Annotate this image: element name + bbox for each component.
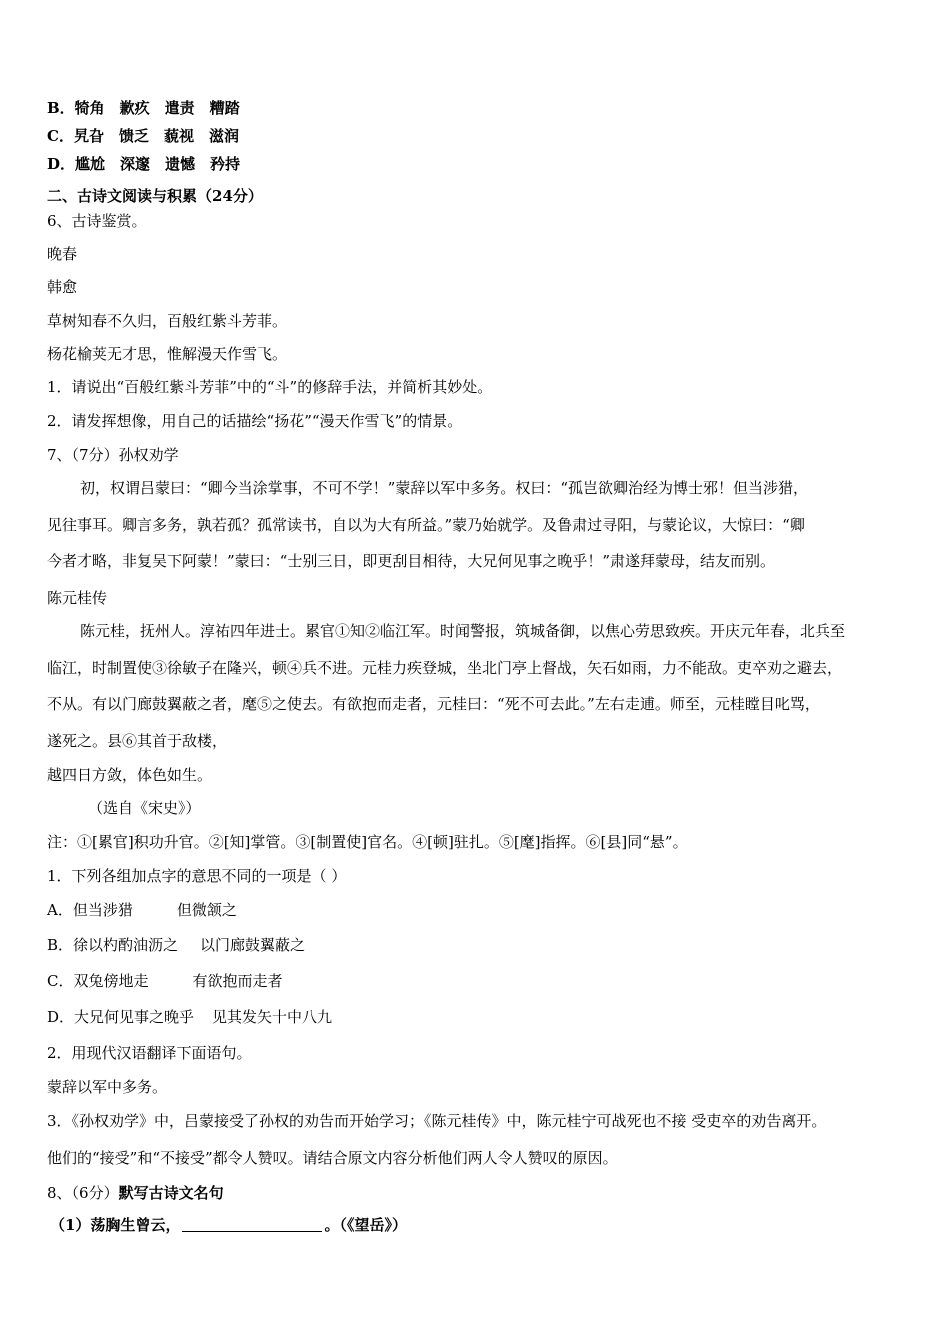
choice-d: [47, 1007, 332, 1027]
poem-author: 韩愈: [47, 278, 78, 296]
q7-question-1: 1．下列各组加点字的意思不同的一项是（ ）: [47, 867, 347, 885]
choice-c: [47, 971, 283, 991]
q8-item-1-before: （1）荡胸生曾云，: [50, 1216, 181, 1234]
passage-line: 临江，时制置使③徐敏子在隆兴，顿④兵不进。元桂力疾登城，坐北门亭上督战，矢石如雨，力不能敌。吏卒劝之避去，: [47, 659, 843, 677]
option-d-line: D．尴尬 深邃 遗憾 矜持: [47, 155, 241, 173]
q8-item-1-after: 。（《望岳》）: [324, 1216, 407, 1234]
choice-a: [47, 900, 237, 920]
passage-line: 初，权谓吕蒙曰：“卿今当涂掌事，不可不学！”蒙辞以军中多务。权曰：“孤岂欲卿治经为博士邪！但当涉猎，: [80, 479, 809, 497]
choice-c-text2: 有欲抱而走者: [192, 972, 283, 990]
q6-question: 2．请发挥想像，用自己的话描绘“扬花”“漫天作雪飞”的情景。: [47, 412, 463, 430]
q7-question-2-sentence: 蒙辞以军中多务。: [47, 1078, 168, 1096]
answer-blank[interactable]: [182, 1217, 322, 1232]
passage-line: 遂死之。县⑥其首于敌楼，: [47, 732, 228, 750]
poem-line: 杨花榆荚无才思，惟解漫天作雪飞。: [47, 345, 288, 363]
q8-label: [47, 1183, 224, 1203]
q8-item-1: [50, 1215, 407, 1235]
q7-question-3: 3．《孙权劝学》中，吕蒙接受了孙权的劝告而开始学习；《陈元桂传》中，陈元桂宁可战死也不接 受吏卒的劝告离开。: [47, 1112, 827, 1130]
passage-notes: 注：①[累官]积功升官。②[知]掌管。③[制置使]官名。④[顿]驻扎。⑤[麾]指挥。⑥[县]同“悬”。: [47, 833, 688, 851]
q7-question-2: 2．用现代汉语翻译下面语句。: [47, 1044, 252, 1062]
passage-line: 越四日方敛，体色如生。: [47, 766, 213, 784]
choice-b-text: B．徐以杓酌油沥之: [47, 936, 179, 954]
choice-a-text2: 但微颔之: [176, 901, 237, 919]
passage-line: 不从。有以门廊鼓翼蔽之者，麾⑤之使去。有欲抱而走者，元桂曰：“死不可去此。”左右走逋。师至，元桂瞠目叱骂，: [47, 695, 820, 713]
choice-c-text: C．双兔傍地走: [47, 972, 149, 990]
passage-line: 见往事耳。卿言多务，孰若孤？孤常读书，自以为大有所益。”蒙乃始就学。及鲁肃过寻阳，与蒙论议，大惊曰：“卿: [47, 516, 805, 534]
passage2-title: 陈元桂传: [47, 589, 108, 607]
q7-label: 7、（7分）孙权劝学: [47, 446, 179, 464]
poem-line: 草树知春不久归，百般红紫斗芳菲。: [47, 312, 288, 330]
q8-label-title: 默写古诗文名句: [118, 1184, 224, 1202]
choice-a-text: A．但当涉猎: [47, 901, 133, 919]
passage-line: 陈元桂，抚州人。淳祐四年进士。累官①知②临江军。时闻警报，筑城备御，以焦心劳思致疾。开庆元年春，北兵至: [80, 622, 846, 640]
choice-d-text2: 见其发矢十中八九: [212, 1008, 333, 1026]
section-title: 二、古诗文阅读与积累（24分）: [47, 187, 263, 205]
q7-question-3-cont: 他们的“接受”和“不接受”都令人赞叹。请结合原文内容分析他们两人令人赞叹的原因。: [47, 1149, 618, 1167]
choice-b-text2: 以门廊鼓翼蔽之: [200, 936, 306, 954]
poem-title: 晚春: [47, 245, 78, 263]
passage-line: 今者才略，非复吴下阿蒙！”蒙曰：“士别三日，即更刮目相待，大兄何见事之晚乎！”肃遂拜蒙母，结友而别。: [47, 552, 776, 570]
choice-d-text: D．大兄何见事之晚乎: [47, 1008, 195, 1026]
q6-question: 1．请说出“百般红紫斗芳菲”中的“斗”的修辞手法，并简析其妙处。: [47, 378, 493, 396]
passage-source: （选自《宋史》）: [88, 799, 201, 817]
q6-label: 6、古诗鉴赏。: [47, 212, 147, 230]
q8-label-prefix: 8、（6分）: [47, 1184, 119, 1202]
option-c-line: C．旯旮 馈乏 藐视 滋润: [47, 127, 239, 145]
choice-b: [47, 935, 305, 955]
option-b-line: B．犄角 歉疚 遣责 糟踏: [47, 99, 240, 117]
